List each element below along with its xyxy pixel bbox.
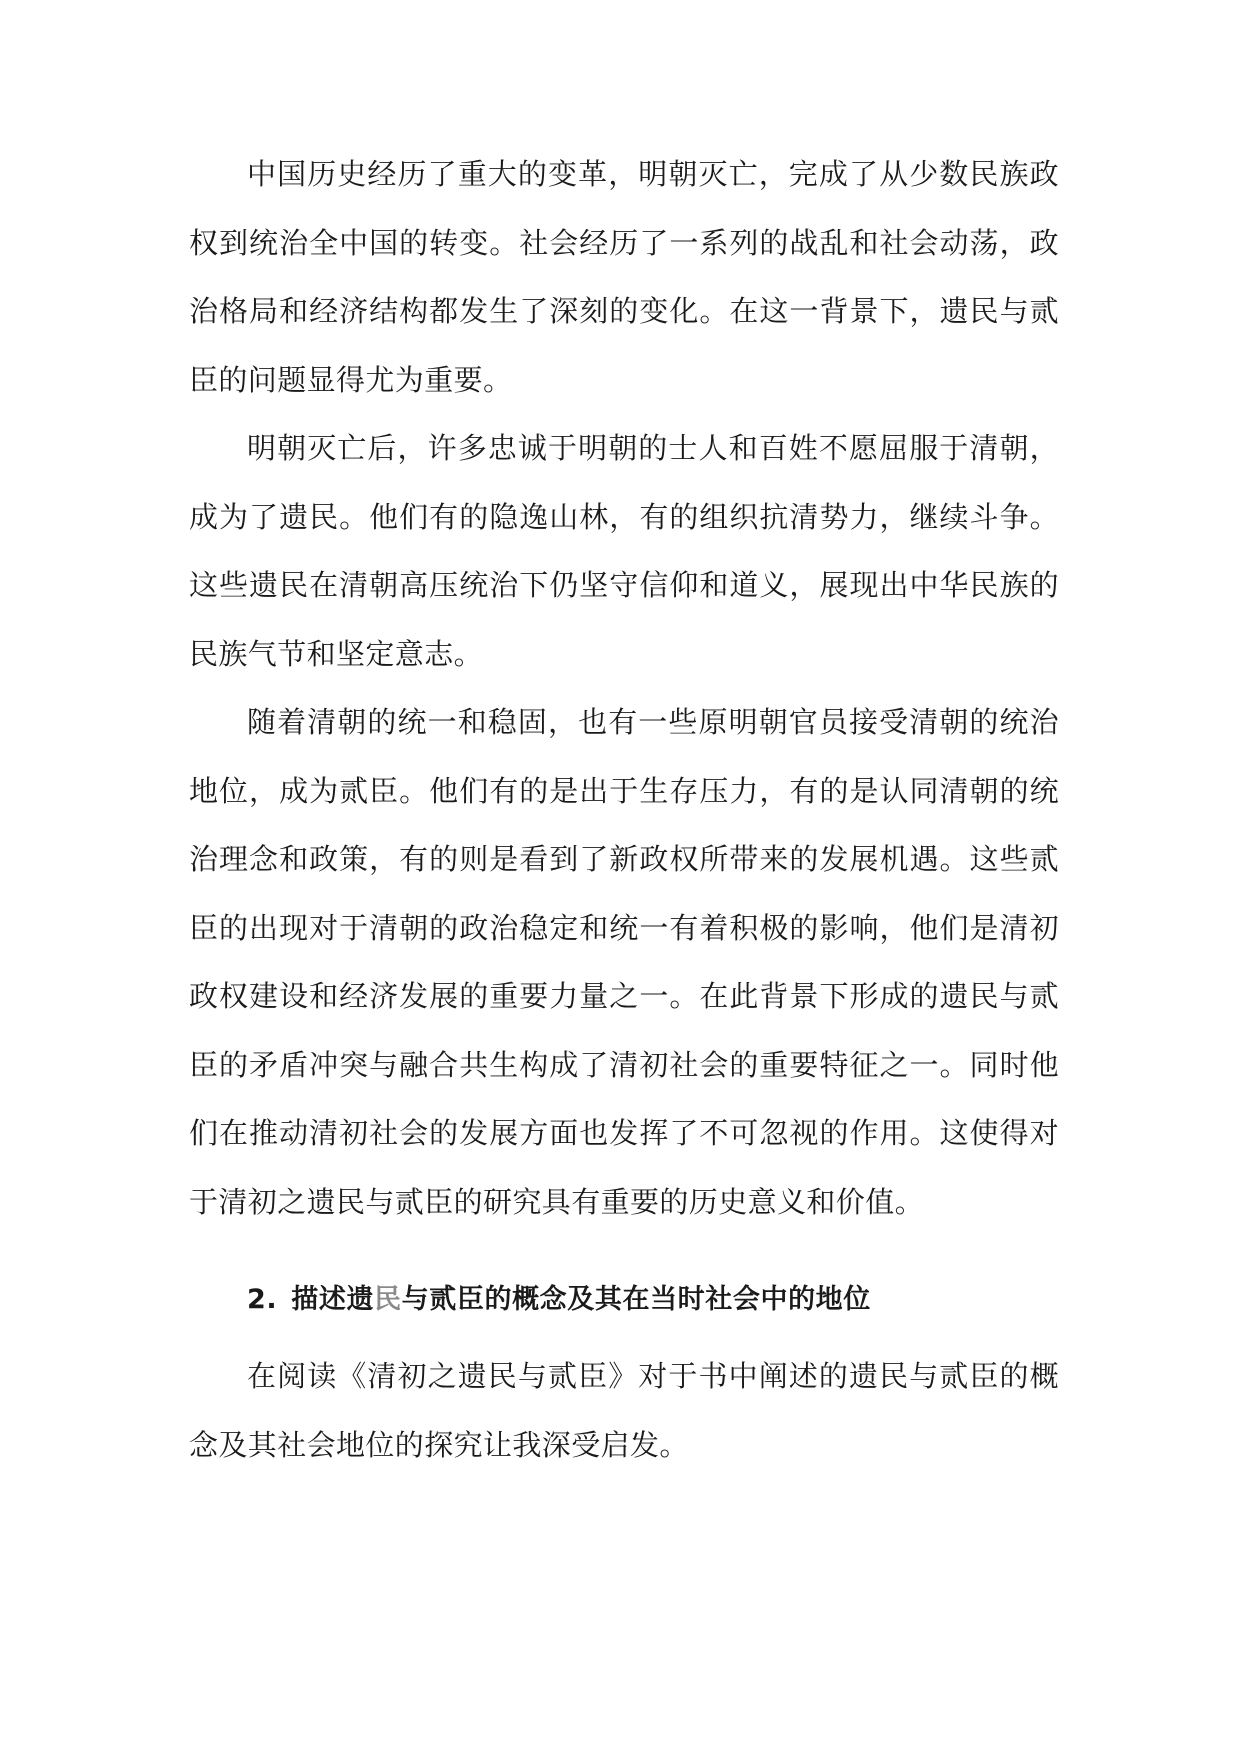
body-paragraph: 明朝灭亡后，许多忠诚于明朝的士人和百姓不愿屈服于清朝，成为了遗民。他们有的隐逸山林，有的组织抗清势力，继续斗争。这些遗民在清朝高压统治下仍坚守信仰和道义，展现出中华民族的民族气节和坚定意志。 — [189, 431, 1059, 671]
section-title: 描述遗 — [291, 1284, 375, 1315]
section-title: 与贰臣的概念及其在当时社会中的地位 — [401, 1284, 871, 1315]
section-title-faded-char: 民 — [374, 1284, 402, 1315]
body-paragraph: 在阅读《清初之遗民与贰臣》对于书中阐述的遗民与贰臣的概念及其社会地位的探究让我深受启发。 — [189, 1359, 1059, 1462]
document-page — [189, 140, 1059, 1479]
section-heading — [189, 1280, 1059, 1320]
body-paragraph: 中国历史经历了重大的变革，明朝灭亡，完成了从少数民族政权到统治全中国的转变。社会经历了一系列的战乱和社会动荡，政治格局和经济结构都发生了深刻的变化。在这一背景下，遗民与贰臣的问题显得尤为重要。 — [189, 157, 1059, 397]
spacer — [189, 1320, 1059, 1342]
spacer — [189, 1236, 1059, 1280]
section-number: 2. — [247, 1284, 278, 1315]
body-paragraph: 随着清朝的统一和稳固，也有一些原明朝官员接受清朝的统治地位，成为贰臣。他们有的是出于生存压力，有的是认同清朝的统治理念和政策，有的则是看到了新政权所带来的发展机遇。这些贰臣的出现对于清朝的政治稳定和统一有着积极的影响，他们是清初政权建设和经济发展的重要力量之一。在此背景下形成的遗民与贰臣的矛盾冲突与融合共生构成了清初社会的重要特征之一。同时他们在推动清初社会的发展方面也发挥了不可忽视的作用。这使得对于清初之遗民与贰臣的研究具有重要的历史意义和价值。 — [189, 705, 1059, 1219]
